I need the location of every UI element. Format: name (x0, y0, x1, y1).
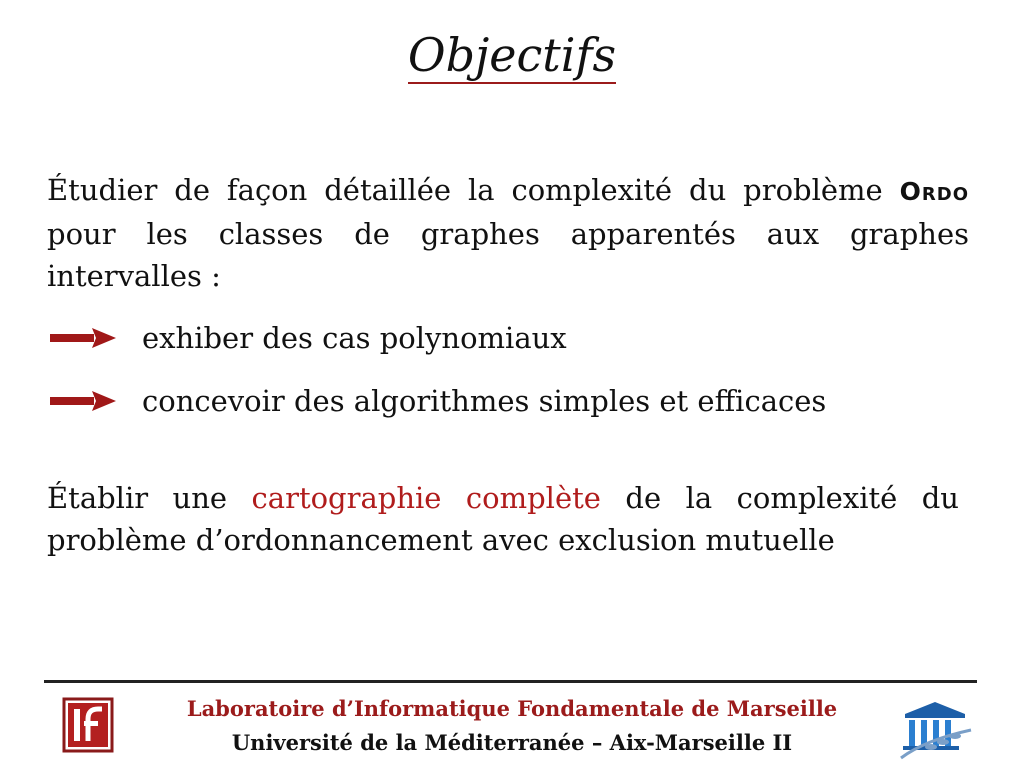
objective-paragraph-1 (47, 169, 969, 297)
slide-title-text: Objectifs (407, 28, 617, 82)
footer-divider (44, 680, 977, 683)
bullet-text-2: concevoir des algorithmes simples et efficaces (142, 384, 827, 418)
bullet-item-1 (50, 318, 567, 358)
objective-paragraph-2 (47, 477, 959, 561)
para2-text-before: Établir une (47, 481, 252, 515)
para1-text-after: pour les classes de graphes apparentés aux graphes intervalles : (47, 217, 969, 293)
slide-title (0, 28, 1024, 84)
ordo-term: Ordo (899, 177, 969, 206)
para1-text-before: Étudier de façon détaillée la complexité du problème (47, 173, 900, 207)
bullet-text-1: exhiber des cas polynomiaux (142, 321, 567, 355)
para2-text-after: de la complexité du problème d’ordonnancement avec exclusion mutuelle (47, 481, 959, 557)
footer-lab-name: Laboratoire d’Informatique Fondamentale de Marseille (186, 696, 838, 721)
cartographie-highlight: cartographie complète (251, 481, 601, 515)
arrow-right-icon (50, 326, 116, 350)
bullet-item-2 (50, 381, 827, 421)
footer-university-name: Université de la Méditerranée – Aix-Marseille II (231, 730, 793, 755)
arrow-right-icon (50, 389, 116, 413)
